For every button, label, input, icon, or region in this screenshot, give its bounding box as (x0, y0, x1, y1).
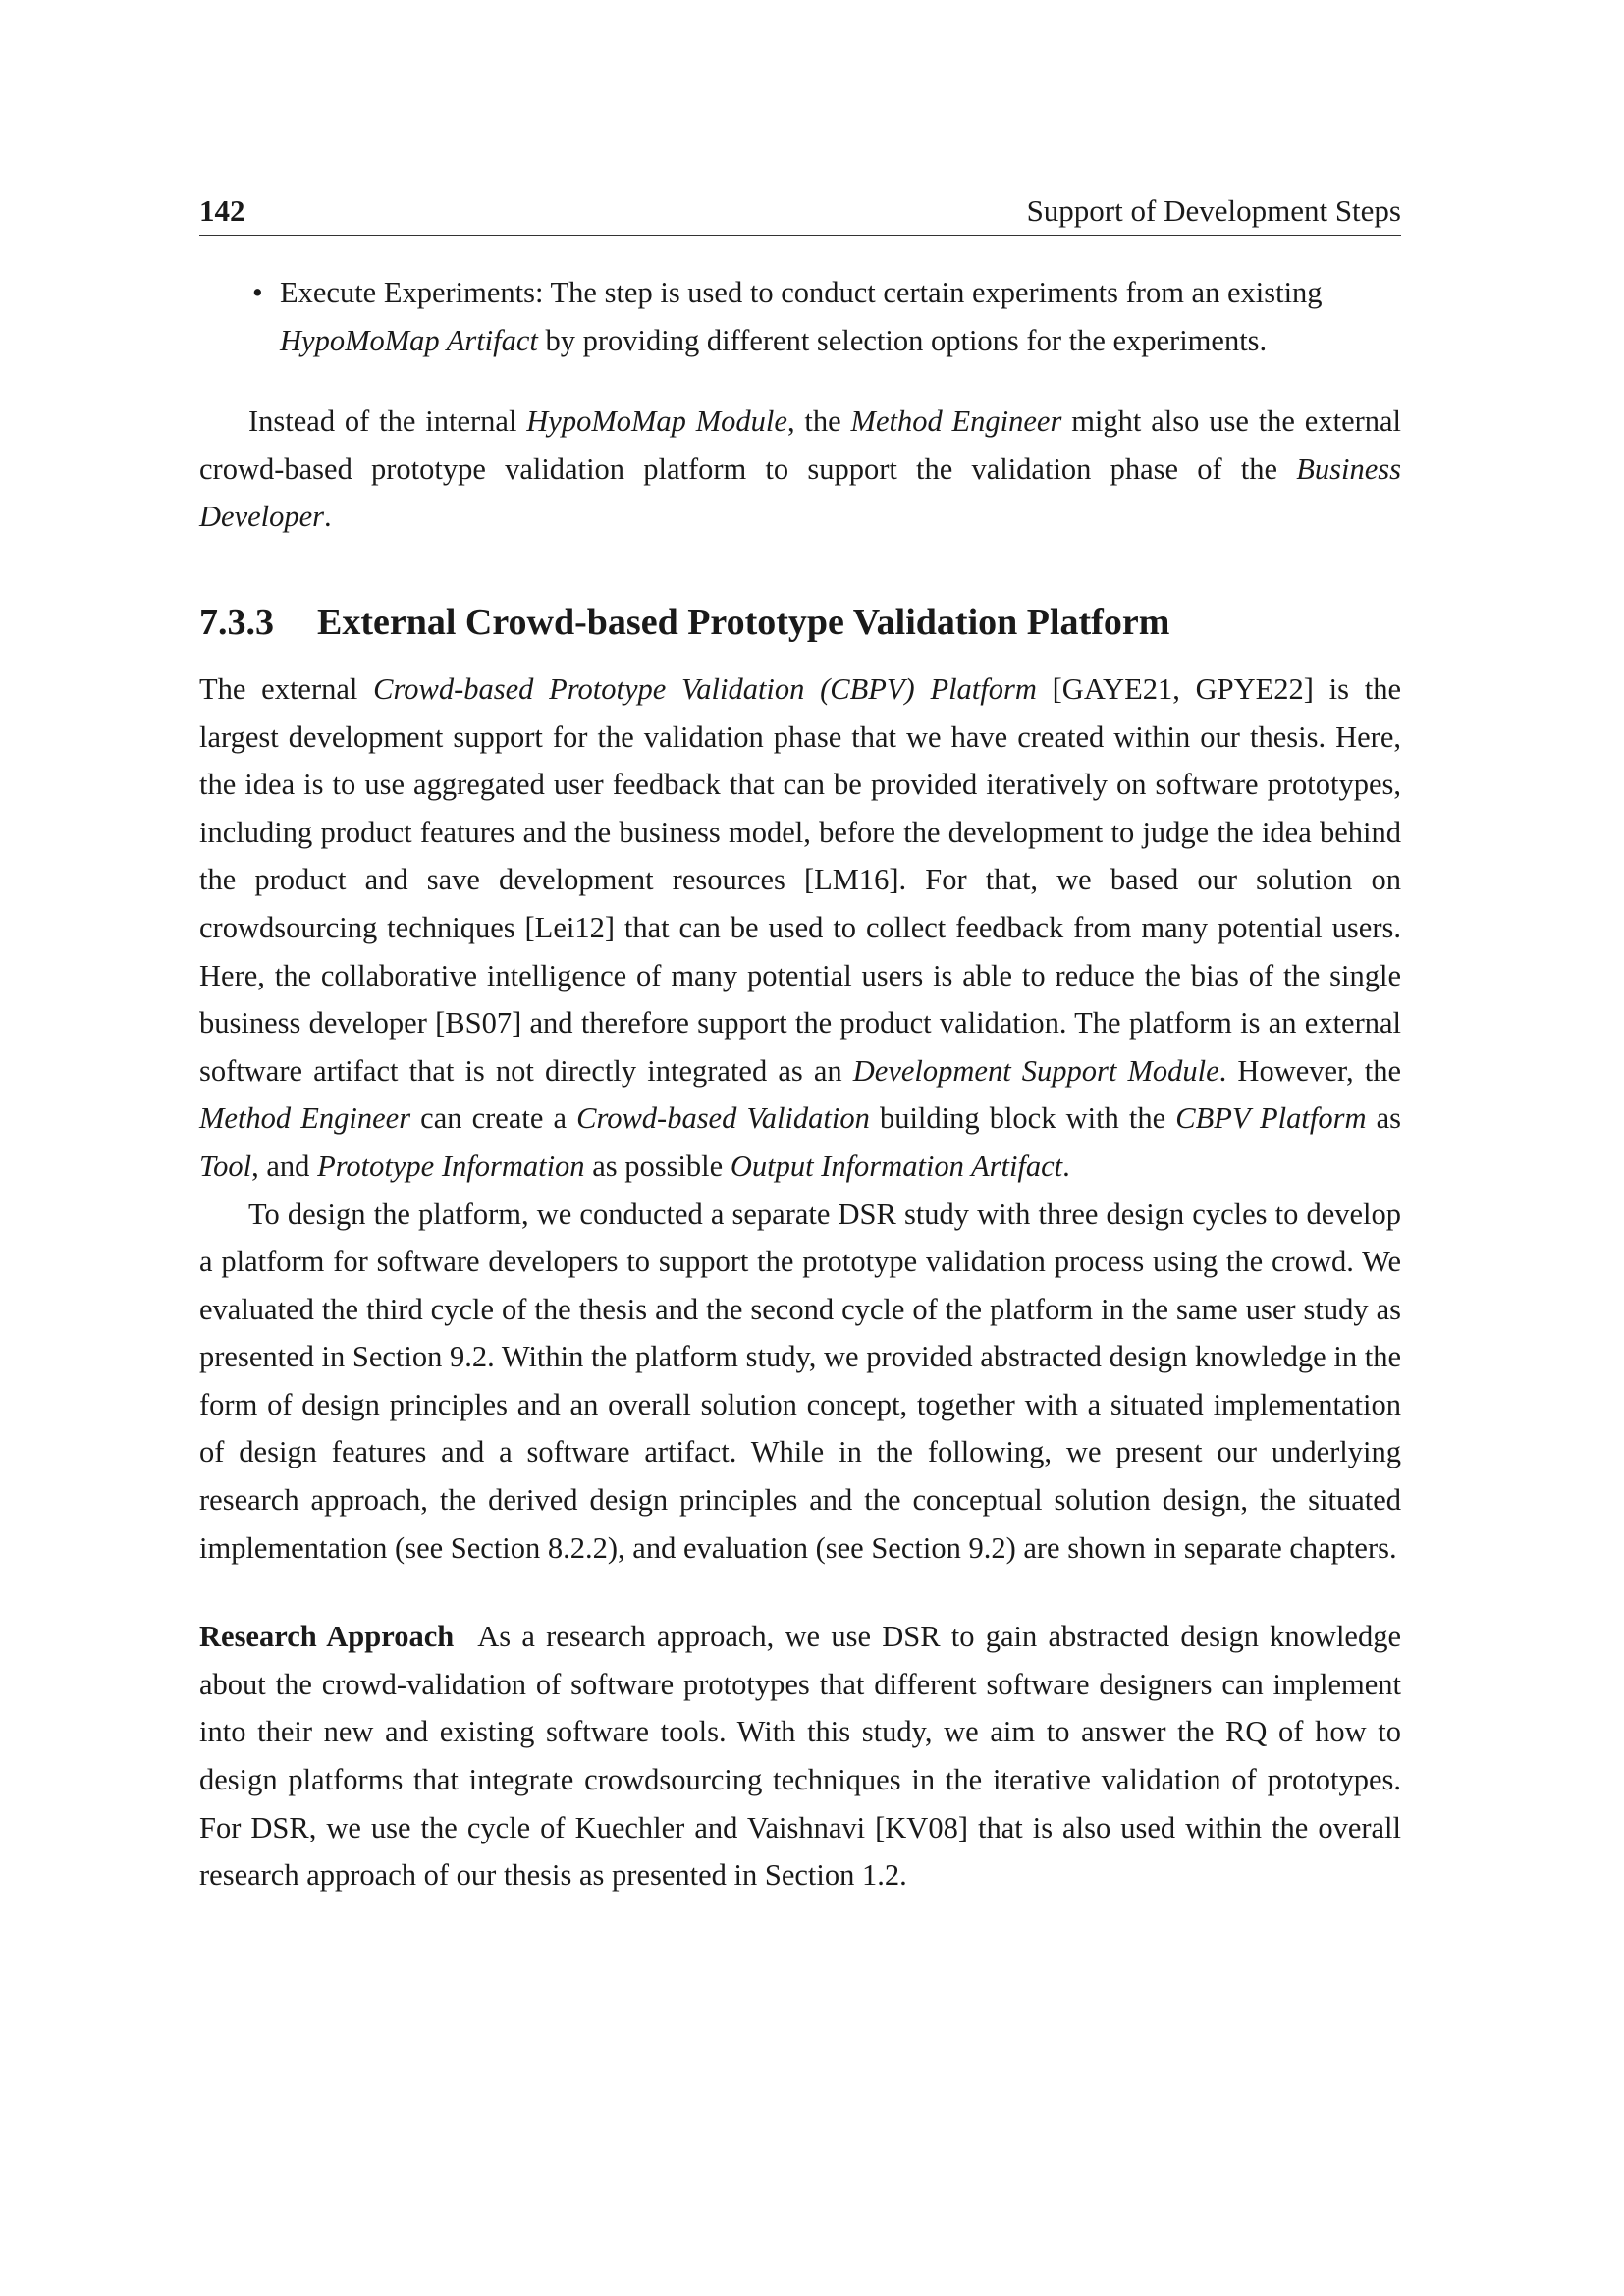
text-run: as (1366, 1101, 1401, 1136)
paragraph-hypomomap-alternative (199, 398, 1401, 541)
text-run: as possible (584, 1148, 731, 1183)
running-head (199, 191, 1401, 236)
text-run: . (1062, 1148, 1070, 1183)
italic-term: Development Support Module (852, 1053, 1219, 1088)
text-run: . (324, 500, 332, 534)
italic-term: Method Engineer (199, 1101, 411, 1136)
section-heading (199, 599, 1401, 646)
bullet-text: Execute Experiments: The step is used to conduct certain experiments from an existing (280, 276, 1323, 309)
paragraph-heading: Research Approach (199, 1620, 455, 1654)
text-run: Instead of the internal (248, 404, 527, 439)
text-run: [GAYE21, GPYE22] is the largest development support for the validation phase that we have created within our thesis. Here, the idea is to use aggregated user feedback that can be provided iteratively on software prototypes, including product features and the business model, before the development to judge the idea behind the product and save development resources [LM16]. For that, we based our solution on crowdsourcing techniques [Lei12] that can be used to collect feedback from many potential users. Here, the collaborative intelligence of many potential users is able to reduce the bias of the single business developer [BS07] and therefore support the product validation. The platform is an external software artifact that is not directly integrated as an (199, 671, 1401, 1088)
page (199, 191, 1401, 1899)
text-run: can create a (410, 1101, 577, 1136)
text-run: The external (199, 671, 374, 706)
italic-term: Business Developer (199, 452, 1401, 534)
italic-term: Crowd-based Prototype Validation (CBPV) Platform (373, 671, 1037, 706)
italic-term: CBPV Platform (1175, 1101, 1367, 1136)
bullet-italic-term: HypoMoMap Artifact (280, 323, 538, 357)
italic-term: Method Engineer (850, 404, 1062, 439)
italic-term: Crowd-based Validation (576, 1101, 870, 1136)
bullet-list (199, 269, 1401, 364)
bullet-text-end: by providing different selection options for the experiments. (537, 323, 1268, 357)
bullet-icon: • (252, 276, 263, 309)
paragraph-dsr-study: To design the platform, we conducted a separate DSR study with three design cycles to develop a platform for software developers to support the prototype validation process using the crowd. We evaluated the third cycle of the thesis and the second cycle of the platform in the same user study as presented in Section 9.2. Within the platform study, we provided abstracted design knowledge in the form of design principles and an overall solution concept, together with a situated implementation of design features and a software artifact. While in the following, we present our underlying research approach, the derived design principles and the conceptual solution design, the situated implementation (see Section 8.2.2), and evaluation (see Section 9.2) are shown in separate chapters. (199, 1197, 1401, 1565)
text-run: might also use the external crowd-based prototype validation platform to support the validation phase of the (199, 404, 1402, 486)
section-number: 7.3.3 (199, 601, 274, 643)
chapter-title: Support of Development Steps (1026, 193, 1401, 228)
italic-term: Tool (199, 1148, 252, 1183)
text-run: . However, the (1218, 1053, 1401, 1088)
italic-term: Output Information Artifact (730, 1148, 1063, 1183)
text-run: , the (786, 404, 851, 439)
italic-term: HypoMoMap Module (526, 404, 787, 439)
paragraph-cbpv-intro (199, 666, 1401, 1191)
research-approach-text: As a research approach, we use DSR to gain abstracted design knowledge about the crowd-validation of software prototypes that different software designers can implement into their new and existing software tools. With this study, we aim to answer the RQ of how to design platforms that integrate crowdsourcing techniques in the iterative validation of prototypes. For DSR, we use the cycle of Kuechler and Vaishnavi [KV08] that is also used within the overall research approach of our thesis as presented in Section 1.2. (199, 1620, 1401, 1893)
list-item (199, 269, 1401, 364)
section-title: External Crowd-based Prototype Validation Platform (317, 601, 1170, 643)
text-run: , and (251, 1148, 318, 1183)
italic-term: Prototype Information (317, 1148, 585, 1183)
page-number: 142 (199, 193, 245, 228)
paragraph-research-approach (199, 1613, 1401, 1899)
text-run: building block with the (869, 1101, 1176, 1136)
